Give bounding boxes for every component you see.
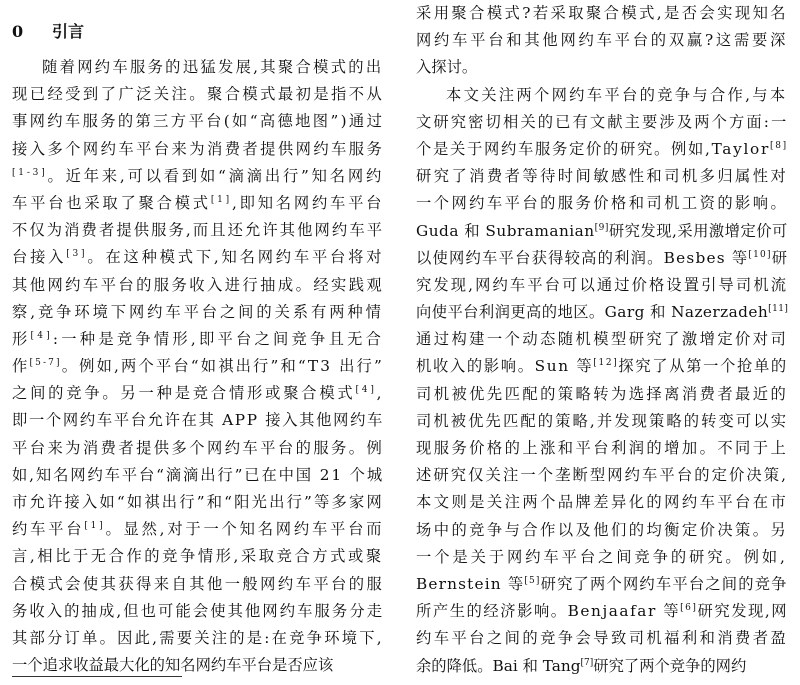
text-line: [12, 326, 384, 353]
text-run: 约车平台: [12, 520, 85, 539]
text-line: [416, 544, 788, 571]
text-run: 。近年来,可以看到如“滴滴出行”知名网约: [47, 166, 384, 185]
text-run: 个是关于网约车服务定价的研究。例如,Taylor: [416, 139, 770, 158]
citation-ref: [3]: [66, 249, 88, 260]
text-line: [12, 244, 384, 271]
text-line: [12, 380, 384, 407]
text-run: 所产生的经济影响。Benjaafar 等: [416, 602, 681, 621]
text-line: [416, 54, 788, 81]
text-line: [12, 407, 384, 434]
text-run: 如,知名网约车平台“滴滴出行”已在中国 21 个城: [12, 465, 384, 484]
text-line: [12, 81, 384, 108]
text-run: 即一个网约车平台允许在其 APP 接入其他网约车: [12, 411, 384, 430]
text-run: 现服务价格的上涨和平台利润的增加。不同于上: [416, 439, 788, 457]
citation-ref: [11]: [768, 304, 788, 315]
right-body-text: [416, 0, 788, 680]
text-run: 研究发现,网: [697, 602, 788, 621]
citation-ref: [1]: [210, 195, 232, 206]
text-run: 场中的竞争与合作以及他们的均衡定价决策。另: [416, 520, 788, 539]
text-run: 形: [12, 329, 31, 348]
text-run: 现已经受到了广泛关注。聚合模式最初是指不从: [12, 85, 384, 104]
text-run: 车平台也采取了聚合模式: [12, 193, 211, 212]
text-line: [416, 245, 788, 272]
text-line: [12, 272, 384, 299]
text-run: 一个追求收益最大化的知名网约车平台是否应该: [12, 656, 334, 675]
text-run: 察,竞争环境下网约车平台之间的关系有两种情: [12, 302, 384, 321]
text-line: [12, 190, 384, 217]
text-line: [12, 108, 384, 135]
text-run: ,: [376, 384, 384, 403]
text-run: 通过构建一个动态随机模型研究了激增定价对司: [416, 330, 788, 349]
text-line: [416, 489, 788, 516]
text-run: 采用聚合模式?若采取聚合模式,是否会实现知名: [416, 4, 788, 22]
text-run: 市允许接入如“如祺出行”和“阳光出行”等多家网: [12, 493, 384, 511]
section-heading: [12, 18, 384, 45]
text-line: [416, 163, 788, 190]
text-run: 余的降低。Bai 和 Tang: [416, 656, 581, 675]
text-line: [12, 54, 384, 81]
text-line: [416, 653, 788, 680]
text-line: [12, 462, 384, 489]
text-run: 述研究仅关注一个垄断型网约车平台的定价决策,: [416, 466, 788, 485]
text-run: 究发现,网约车平台可以通过价格设置引导司机流: [416, 275, 788, 294]
text-run: 台接入: [12, 248, 67, 267]
text-run: 机收入的影响。Sun 等: [416, 357, 594, 376]
text-run: 研: [771, 248, 788, 267]
text-run: 之间的竞争。另一种是竞合情形或聚合模式: [12, 384, 356, 403]
text-line: [416, 435, 788, 462]
citation-ref: [9]: [594, 222, 609, 233]
text-run: 本文关注两个网约车平台的竞争与合作,与本: [446, 85, 788, 104]
text-line: [416, 625, 788, 652]
text-run: 研究了两个竞争的网约: [593, 656, 747, 675]
text-run: 本文则是关注两个品牌差异化的网约车平台在市: [416, 493, 788, 512]
citation-ref: [4]: [355, 385, 377, 396]
text-line: [416, 218, 788, 245]
text-line: [12, 598, 384, 625]
text-run: Bernstein 等: [416, 574, 525, 593]
left-body-text: [12, 45, 384, 679]
citation-ref: [1]: [84, 521, 106, 532]
text-run: 司机被优先匹配的策略,并发现策略的转变可以实: [416, 411, 788, 430]
text-line: [12, 136, 384, 163]
text-run: 司机被优先匹配的策略转为选择离消费者最近的: [416, 384, 788, 403]
text-run: 探究了从第一个抢单的: [618, 357, 788, 376]
text-line: [12, 516, 384, 543]
text-line: [12, 435, 384, 462]
text-line: [416, 326, 788, 353]
text-line: [416, 136, 788, 163]
section-title: 引言: [52, 22, 85, 41]
text-line: [416, 381, 788, 408]
text-line: [416, 353, 788, 380]
text-run: 研究了消费者等待时间敏感性和司机多归属性对: [416, 167, 788, 186]
text-line: [12, 571, 384, 598]
citation-ref: [5]: [524, 576, 541, 587]
right-column: [416, 0, 788, 680]
text-run: 平台来为消费者提供多个网约车平台的服务。例: [12, 438, 384, 457]
text-run: 其他网约车平台的服务收入进行抽成。经实践观: [12, 275, 384, 294]
text-line: [416, 299, 788, 326]
text-run: 一个网约车平台的服务价格和司机工资的影响。: [416, 194, 788, 213]
text-line: [416, 272, 788, 299]
text-run: 合模式会使其获得来自其他一般网约车平台的服: [12, 574, 384, 593]
text-run: 以使网约车平台获得较高的利润。Besbes 等: [416, 248, 749, 267]
text-run: 言,相比于无合作的竞争情形,采取竞合方式或聚: [12, 547, 384, 566]
text-line: [416, 109, 788, 136]
text-line: [12, 353, 384, 380]
text-line: [416, 571, 788, 598]
text-run: 入探讨。: [416, 58, 478, 77]
text-line: [416, 408, 788, 435]
text-line: [12, 163, 384, 190]
text-run: 作: [12, 357, 30, 376]
text-line: [416, 598, 788, 625]
text-run: 研究发现,采用激增定价可: [608, 221, 788, 240]
text-run: 向使平台利润更高的地区。Garg 和 Nazerzadeh: [416, 303, 769, 322]
left-column: [12, 0, 384, 679]
text-run: 网约车平台和其他网约车平台的双赢?这需要深: [416, 31, 788, 50]
text-run: ,即知名网约车平台: [231, 193, 384, 212]
text-run: 。显然,对于一个知名网约车平台而: [105, 520, 384, 539]
text-run: 约车平台之间的竞争会导致司机福利和消费者盈: [416, 629, 788, 648]
citation-ref: [4]: [30, 331, 53, 342]
text-run: 研究了两个网约车平台之间的竞争: [540, 574, 788, 593]
text-line: [12, 217, 384, 244]
text-run: :一种是竞争情形,即平台之间竞争且无合: [52, 329, 384, 348]
citation-ref: [7]: [580, 657, 594, 668]
text-run: 不仅为消费者提供服务,而且还允许其他网约车平: [12, 221, 384, 240]
text-line: [416, 517, 788, 544]
text-line: [12, 489, 384, 516]
text-run: 一个是关于网约车平台之间竞争的研究。例如,: [416, 547, 788, 566]
text-line: [416, 27, 788, 54]
text-line: [416, 462, 788, 489]
citation-ref: [1-3]: [12, 167, 48, 178]
section-number: 0: [12, 22, 24, 41]
citation-ref: [8]: [770, 141, 788, 152]
text-line: [416, 82, 788, 109]
text-run: 。例如,两个平台“如祺出行”和“T3 出行”: [61, 357, 384, 376]
text-line: [12, 625, 384, 652]
citation-ref: [5-7]: [29, 358, 62, 369]
citation-ref: [12]: [593, 358, 619, 369]
citation-ref: [6]: [680, 603, 698, 614]
text-line: [416, 0, 788, 27]
text-line: [12, 543, 384, 570]
text-run: 随着网约车服务的迅猛发展,其聚合模式的出: [42, 58, 384, 76]
text-run: 务收入的抽成,但也可能会使其他网约车服务分走: [12, 601, 384, 620]
text-run: 其部分订单。因此,需要关注的是:在竞争环境下,: [12, 628, 384, 647]
text-line: [416, 190, 788, 217]
text-run: 事网约车服务的第三方平台(如“高德地图”)通过: [12, 112, 384, 131]
text-run: 。在这种模式下,知名网约车平台将对: [87, 248, 384, 267]
text-line: [12, 299, 384, 326]
footnote-rule: [12, 676, 182, 677]
text-run: Guda 和 Subramanian: [416, 221, 595, 240]
text-run: 接入多个网约车平台来为消费者提供网约车服务: [12, 139, 384, 158]
citation-ref: [10]: [748, 249, 772, 260]
text-run: 文研究密切相关的已有文献主要涉及两个方面:一: [416, 112, 788, 131]
